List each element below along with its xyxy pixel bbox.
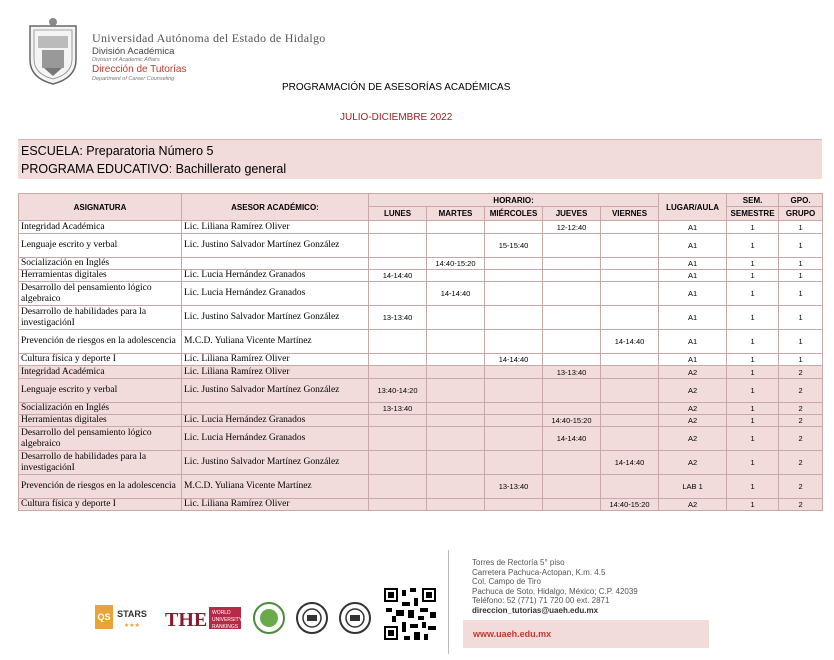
place-cell: A2 (659, 415, 727, 427)
advisor-cell: Lic. Liliana Ramírez Oliver (182, 366, 369, 379)
monday-cell: 13:40-14:20 (369, 379, 427, 403)
advisor-cell: Lic. Justino Salvador Martínez González (182, 234, 369, 258)
wednesday-cell (485, 270, 543, 282)
wednesday-cell (485, 499, 543, 511)
footer-divider (448, 550, 449, 654)
tuesday-cell (427, 499, 485, 511)
semester-cell: 1 (727, 366, 779, 379)
address-line: Pachuca de Soto, Hidalgo, México; C.P. 42039 (472, 586, 638, 596)
table-row (19, 379, 823, 403)
subject-cell: Prevención de riesgos en la adolescencia (19, 330, 182, 354)
tuesday-cell (427, 270, 485, 282)
tuesday-cell (427, 415, 485, 427)
subject-cell: Socialización en Inglés (19, 258, 182, 270)
monday-cell (369, 258, 427, 270)
schedule-table (18, 193, 823, 511)
advisor-cell: Lic. Liliana Ramírez Oliver (182, 221, 369, 234)
wednesday-cell (485, 427, 543, 451)
table-row (19, 221, 823, 234)
school-info-box (18, 139, 822, 179)
advisor-cell: M.C.D. Yuliana Vicente Martínez (182, 330, 369, 354)
monday-cell (369, 499, 427, 511)
place-cell: A2 (659, 403, 727, 415)
thursday-cell: 12-12:40 (543, 221, 601, 234)
thursday-cell: 13-13:40 (543, 366, 601, 379)
advisor-cell (182, 258, 369, 270)
direction-name-english: Department of Career Counseling (92, 76, 175, 82)
advisor-cell: Lic. Lucia Hernández Granados (182, 415, 369, 427)
school-line: ESCUELA: Preparatoria Número 5 (21, 144, 214, 158)
place-cell: A1 (659, 354, 727, 366)
subject-cell: Lenguaje escrito y verbal (19, 379, 182, 403)
friday-cell (601, 234, 659, 258)
header-day: VIERNES (601, 207, 659, 221)
qs-stars-logo (95, 603, 151, 631)
website-link[interactable]: www.uaeh.edu.mx (473, 629, 552, 639)
qr-code-icon (382, 586, 438, 642)
subject-cell: Cultura física y deporte I (19, 499, 182, 511)
monday-cell (369, 330, 427, 354)
semester-cell: 1 (727, 270, 779, 282)
header-sem-top: SEM. (727, 194, 779, 207)
thursday-cell (543, 234, 601, 258)
semester-cell: 1 (727, 258, 779, 270)
address-line: Carretera Pachuca-Actopan, K.m. 4.5 (472, 567, 606, 577)
thursday-cell (543, 451, 601, 475)
website-bar (463, 620, 709, 648)
advisor-cell: Lic. Justino Salvador Martínez González (182, 451, 369, 475)
thursday-cell (543, 354, 601, 366)
advisor-cell: Lic. Justino Salvador Martínez González (182, 306, 369, 330)
university-crest-logo (24, 16, 82, 86)
table-row (19, 415, 823, 427)
semester-cell: 1 (727, 451, 779, 475)
group-cell: 2 (779, 379, 823, 403)
subject-cell: Desarrollo de habilidades para la investigaciónI (19, 306, 182, 330)
place-cell: A1 (659, 221, 727, 234)
division-name: División Académica (92, 46, 175, 57)
thursday-cell (543, 258, 601, 270)
place-cell: A1 (659, 282, 727, 306)
group-cell: 2 (779, 475, 823, 499)
friday-cell (601, 221, 659, 234)
group-cell: 1 (779, 306, 823, 330)
header-sem-bottom: SEMESTRE (727, 207, 779, 221)
table-row (19, 451, 823, 475)
header-day: MARTES (427, 207, 485, 221)
table-row (19, 306, 823, 330)
advisor-cell (182, 403, 369, 415)
thursday-cell (543, 306, 601, 330)
thursday-cell (543, 475, 601, 499)
monday-cell (369, 415, 427, 427)
monday-cell (369, 475, 427, 499)
svg-text:RANKINGS: RANKINGS (212, 624, 239, 630)
place-cell: LAB 1 (659, 475, 727, 499)
semester-cell: 1 (727, 330, 779, 354)
thursday-cell (543, 270, 601, 282)
friday-cell (601, 379, 659, 403)
header-grp-top: GPO. (779, 194, 823, 207)
header-day: MIÉRCOLES (485, 207, 543, 221)
subject-cell: Integridad Académica (19, 366, 182, 379)
group-cell: 1 (779, 221, 823, 234)
semester-cell: 1 (727, 282, 779, 306)
thursday-cell (543, 330, 601, 354)
semester-cell: 1 (727, 354, 779, 366)
group-cell: 1 (779, 270, 823, 282)
friday-cell: 14-14:40 (601, 451, 659, 475)
semester-cell: 1 (727, 475, 779, 499)
wednesday-cell (485, 415, 543, 427)
the-rankings-logo (165, 604, 243, 632)
tuesday-cell (427, 427, 485, 451)
monday-cell: 14-14:40 (369, 270, 427, 282)
semester-cell: 1 (727, 499, 779, 511)
wednesday-cell: 13-13:40 (485, 475, 543, 499)
friday-cell (601, 415, 659, 427)
address-line: Torres de Rectoría 5° piso (472, 558, 565, 567)
tuesday-cell (427, 379, 485, 403)
subject-cell: Desarrollo del pensamiento lógico algebraico (19, 427, 182, 451)
tuesday-cell (427, 475, 485, 499)
university-name: Universidad Autónoma del Estado de Hidalgo (92, 31, 326, 45)
tuesday-cell (427, 354, 485, 366)
header-grp-bottom: GRUPO (779, 207, 823, 221)
wednesday-cell: 15-15:40 (485, 234, 543, 258)
table-row (19, 475, 823, 499)
thursday-cell (543, 499, 601, 511)
friday-cell (601, 270, 659, 282)
header-subject: ASIGNATURA (19, 194, 182, 221)
place-cell: A1 (659, 234, 727, 258)
friday-cell (601, 306, 659, 330)
friday-cell (601, 354, 659, 366)
semester-cell: 1 (727, 403, 779, 415)
friday-cell (601, 258, 659, 270)
table-row (19, 282, 823, 306)
monday-cell (369, 282, 427, 306)
schedule-table-body (19, 221, 823, 511)
group-cell: 1 (779, 258, 823, 270)
table-row (19, 499, 823, 511)
header-day: JUEVES (543, 207, 601, 221)
group-cell: 1 (779, 354, 823, 366)
monday-cell (369, 366, 427, 379)
direction-name: Dirección de Tutorías (92, 64, 187, 75)
subject-cell: Prevención de riesgos en la adolescencia (19, 475, 182, 499)
program-line: PROGRAMA EDUCATIVO: Bachillerato general (21, 162, 287, 176)
table-row (19, 354, 823, 366)
tuesday-cell (427, 451, 485, 475)
group-cell: 1 (779, 330, 823, 354)
svg-text:STARS: STARS (117, 609, 147, 619)
friday-cell (601, 366, 659, 379)
monday-cell (369, 221, 427, 234)
wednesday-cell (485, 221, 543, 234)
subject-cell: Desarrollo del pensamiento lógico algebraico (19, 282, 182, 306)
division-name-english: Division of Academic Affairs (92, 57, 160, 63)
tuesday-cell (427, 330, 485, 354)
wednesday-cell (485, 366, 543, 379)
tuesday-cell (427, 366, 485, 379)
semester-cell: 1 (727, 306, 779, 330)
friday-cell: 14-14:40 (601, 330, 659, 354)
monday-cell: 13-13:40 (369, 403, 427, 415)
subject-cell: Lenguaje escrito y verbal (19, 234, 182, 258)
table-row (19, 427, 823, 451)
place-cell: A1 (659, 258, 727, 270)
semester-cell: 1 (727, 234, 779, 258)
subject-cell: Cultura física y deporte I (19, 354, 182, 366)
place-cell: A1 (659, 330, 727, 354)
tuesday-cell: 14-14:40 (427, 282, 485, 306)
certification-seal-icon (252, 601, 286, 635)
iso-9001-seal-icon (295, 601, 329, 635)
svg-text:★★★: ★★★ (123, 623, 141, 629)
semester-cell: 1 (727, 221, 779, 234)
wednesday-cell (485, 282, 543, 306)
semester-cell: 1 (727, 379, 779, 403)
wednesday-cell (485, 403, 543, 415)
group-cell: 1 (779, 234, 823, 258)
tuesday-cell (427, 234, 485, 258)
table-row (19, 234, 823, 258)
thursday-cell (543, 379, 601, 403)
group-cell: 1 (779, 282, 823, 306)
group-cell: 2 (779, 451, 823, 475)
monday-cell (369, 451, 427, 475)
place-cell: A2 (659, 499, 727, 511)
group-cell: 2 (779, 427, 823, 451)
thursday-cell: 14:40-15:20 (543, 415, 601, 427)
place-cell: A2 (659, 427, 727, 451)
email-link[interactable]: direccion_tutorias@uaeh.edu.mx (472, 605, 599, 615)
tuesday-cell (427, 403, 485, 415)
iso-14001-seal-icon (338, 601, 372, 635)
advisor-cell: Lic. Justino Salvador Martínez González (182, 379, 369, 403)
address-line: Col. Campo de Tiro (472, 577, 541, 586)
header-day: LUNES (369, 207, 427, 221)
place-cell: A1 (659, 270, 727, 282)
table-row (19, 258, 823, 270)
place-cell: A1 (659, 306, 727, 330)
subject-cell: Socialización en Inglés (19, 403, 182, 415)
address-line: Teléfono: 52 (771) 71 720 00 ext. 2871 (472, 596, 610, 605)
svg-text:WORLD: WORLD (212, 610, 231, 616)
monday-cell: 13-13:40 (369, 306, 427, 330)
subject-cell: Herramientas digitales (19, 415, 182, 427)
group-cell: 2 (779, 499, 823, 511)
document-title: PROGRAMACIÓN DE ASESORÍAS ACADÉMICAS (282, 82, 511, 93)
advisor-cell: Lic. Lucia Hernández Granados (182, 270, 369, 282)
table-row (19, 366, 823, 379)
advisor-cell: Lic. Liliana Ramírez Oliver (182, 354, 369, 366)
document-period: JULIO-DICIEMBRE 2022 (340, 112, 453, 123)
friday-cell (601, 475, 659, 499)
wednesday-cell (485, 258, 543, 270)
semester-cell: 1 (727, 415, 779, 427)
group-cell: 2 (779, 403, 823, 415)
friday-cell (601, 427, 659, 451)
monday-cell (369, 234, 427, 258)
address-block (472, 558, 638, 615)
tuesday-cell: 14:40-15:20 (427, 258, 485, 270)
tuesday-cell (427, 306, 485, 330)
svg-text:THE: THE (165, 609, 208, 631)
thursday-cell (543, 282, 601, 306)
friday-cell (601, 403, 659, 415)
wednesday-cell (485, 379, 543, 403)
header-advisor: ASESOR ACADÉMICO: (182, 194, 369, 221)
group-cell: 2 (779, 415, 823, 427)
semester-cell: 1 (727, 427, 779, 451)
friday-cell (601, 282, 659, 306)
wednesday-cell (485, 330, 543, 354)
table-row (19, 403, 823, 415)
subject-cell: Integridad Académica (19, 221, 182, 234)
wednesday-cell: 14-14:40 (485, 354, 543, 366)
table-row (19, 330, 823, 354)
advisor-cell: Lic. Liliana Ramírez Oliver (182, 499, 369, 511)
advisor-cell: Lic. Lucia Hernández Granados (182, 427, 369, 451)
wednesday-cell (485, 451, 543, 475)
table-row (19, 270, 823, 282)
advisor-cell: M.C.D. Yuliana Vicente Martínez (182, 475, 369, 499)
advisor-cell: Lic. Lucia Hernández Granados (182, 282, 369, 306)
thursday-cell: 14-14:40 (543, 427, 601, 451)
place-cell: A2 (659, 451, 727, 475)
subject-cell: Desarrollo de habilidades para la investigaciónI (19, 451, 182, 475)
tuesday-cell (427, 221, 485, 234)
thursday-cell (543, 403, 601, 415)
group-cell: 2 (779, 366, 823, 379)
friday-cell: 14:40-15:20 (601, 499, 659, 511)
header-place: LUGAR/AULA (659, 194, 727, 221)
wednesday-cell (485, 306, 543, 330)
monday-cell (369, 354, 427, 366)
svg-text:UNIVERSITY: UNIVERSITY (212, 617, 243, 623)
place-cell: A2 (659, 366, 727, 379)
svg-text:QS: QS (97, 612, 111, 622)
monday-cell (369, 427, 427, 451)
place-cell: A2 (659, 379, 727, 403)
header-schedule: HORARIO: (369, 194, 659, 207)
subject-cell: Herramientas digitales (19, 270, 182, 282)
